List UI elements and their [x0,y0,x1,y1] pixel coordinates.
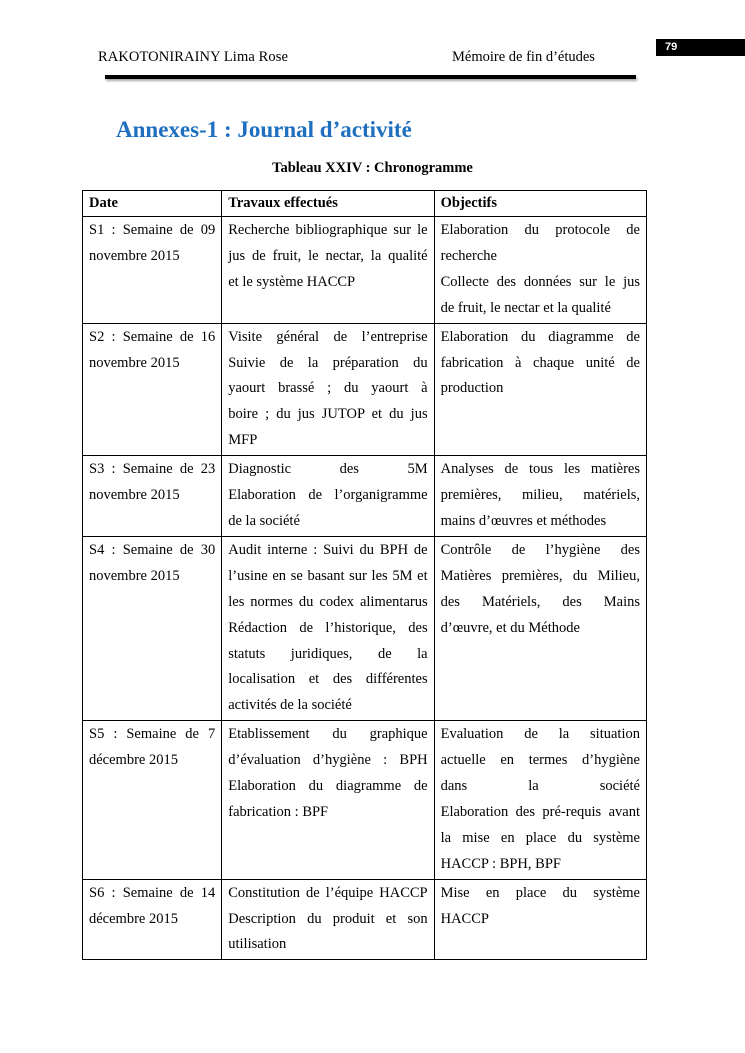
cell-line: de fruit, le nectar et la qualité [440,299,611,316]
cell-line: fabrication à chaque unité de [440,354,640,371]
cell-line: Visite général de l’entreprise [228,328,428,345]
cell-line: S6 : Semaine de 14 [89,884,216,901]
cell-line: Matières premières, du Milieu, [440,567,640,584]
chronogram-table [82,190,647,960]
cell-line: MFP [228,432,258,449]
table-row [83,217,647,324]
table-row [83,456,647,537]
cell-line: dans la société [440,778,640,795]
cell-line: Elaboration du diagramme de [440,328,640,345]
table-row [83,536,647,720]
cell-line: yaourt brassé ; du yaourt à [228,380,428,397]
cell-line: Etablissement du graphique [228,726,428,743]
cell-travaux [222,323,434,456]
cell-line: recherche [440,247,497,264]
cell-line: et le système HACCP [228,273,356,290]
cell-line: Contrôle de l’hygiène des [440,541,640,558]
cell-objectifs [434,456,646,537]
cell-line: Analyses de tous les matières [440,461,640,478]
column-header-objectifs: Objectifs [434,191,646,217]
cell-line: novembre 2015 [89,487,180,504]
cell-line: novembre 2015 [89,247,180,264]
table-row [83,323,647,456]
cell-line: Rédaction de l’historique, des [228,619,428,636]
cell-line: Description du produit et son [228,910,428,927]
cell-line: production [440,380,504,397]
cell-line: Elaboration du protocole de [440,222,640,238]
header-author: RAKOTONIRAINY Lima Rose [98,49,288,65]
cell-line: la mise en place du système [440,829,640,846]
cell-line: fabrication : BPF [228,803,329,820]
cell-line: mains d’œuvres et méthodes [440,512,607,529]
cell-line: Elaboration de l’organigramme [228,487,428,504]
table-header-row [83,191,647,217]
cell-objectifs [434,721,646,879]
column-header-date: Date [83,191,222,217]
cell-line: S1 : Semaine de 09 [89,222,216,238]
cell-line: HACCP [440,910,489,927]
cell-line: Elaboration du diagramme de [228,778,428,795]
column-header-travaux: Travaux effectués [222,191,434,217]
cell-objectifs [434,879,646,960]
cell-line: Audit interne : Suivi du BPH de [228,541,428,558]
table-row [83,721,647,879]
cell-line: d’œuvre, et du Méthode [440,619,580,636]
cell-travaux [222,456,434,537]
cell-objectifs [434,536,646,720]
cell-line: les normes du codex alimentarus [228,593,428,610]
cell-travaux [222,536,434,720]
cell-line: localisation et des différentes [228,671,428,688]
cell-line: S5 : Semaine de 7 [89,726,216,743]
cell-line: S3 : Semaine de 23 [89,461,216,478]
cell-line: utilisation [228,936,287,953]
cell-line: statuts juridiques, de la [228,645,428,662]
cell-date [83,323,222,456]
cell-line: HACCP : BPH, BPF [440,855,561,872]
cell-line: boire ; du jus JUTOP et du jus [228,406,428,423]
cell-date [83,217,222,324]
cell-line: Evaluation de la situation [440,726,640,743]
cell-line: S2 : Semaine de 16 [89,328,216,345]
page-number: 79 [656,39,745,56]
cell-line: novembre 2015 [89,354,180,371]
cell-date [83,536,222,720]
table-caption: Tableau XXIV : Chronogramme [272,160,473,176]
section-heading: Annexes-1 : Journal d’activité [116,117,412,142]
header-title: Mémoire de fin d’études [452,49,595,65]
cell-travaux [222,217,434,324]
cell-travaux [222,721,434,879]
cell-line: Collecte des données sur le jus [440,273,640,290]
cell-date [83,879,222,960]
cell-line: jus de fruit, le nectar, la qualité [228,247,428,264]
cell-line: actuelle en termes d’hygiène [440,752,640,769]
table-body [83,217,647,960]
cell-line: Elaboration des pré-requis avant [440,803,640,820]
cell-line: Suivie de la préparation du [228,354,428,371]
cell-objectifs [434,323,646,456]
cell-line: novembre 2015 [89,567,180,584]
cell-line: activités de la société [228,697,352,714]
cell-line: décembre 2015 [89,910,178,927]
cell-travaux [222,879,434,960]
cell-objectifs [434,217,646,324]
cell-line: Diagnostic des 5M [228,461,428,478]
cell-line: décembre 2015 [89,752,178,769]
header-rule [105,75,636,79]
cell-line: S4 : Semaine de 30 [89,541,216,558]
cell-line: premières, milieu, matériels, [440,487,640,504]
cell-line: de la société [228,512,300,529]
cell-date [83,456,222,537]
cell-line: des Matériels, des Mains [440,593,640,610]
cell-line: Recherche bibliographique sur le [228,222,428,238]
cell-line: l’usine en se basant sur les 5M et [228,567,428,584]
cell-line: Constitution de l’équipe HACCP [228,884,428,901]
cell-line: Mise en place du système [440,884,640,901]
cell-line: d’évaluation d’hygiène : BPH [228,752,428,769]
cell-date [83,721,222,879]
table-row [83,879,647,960]
